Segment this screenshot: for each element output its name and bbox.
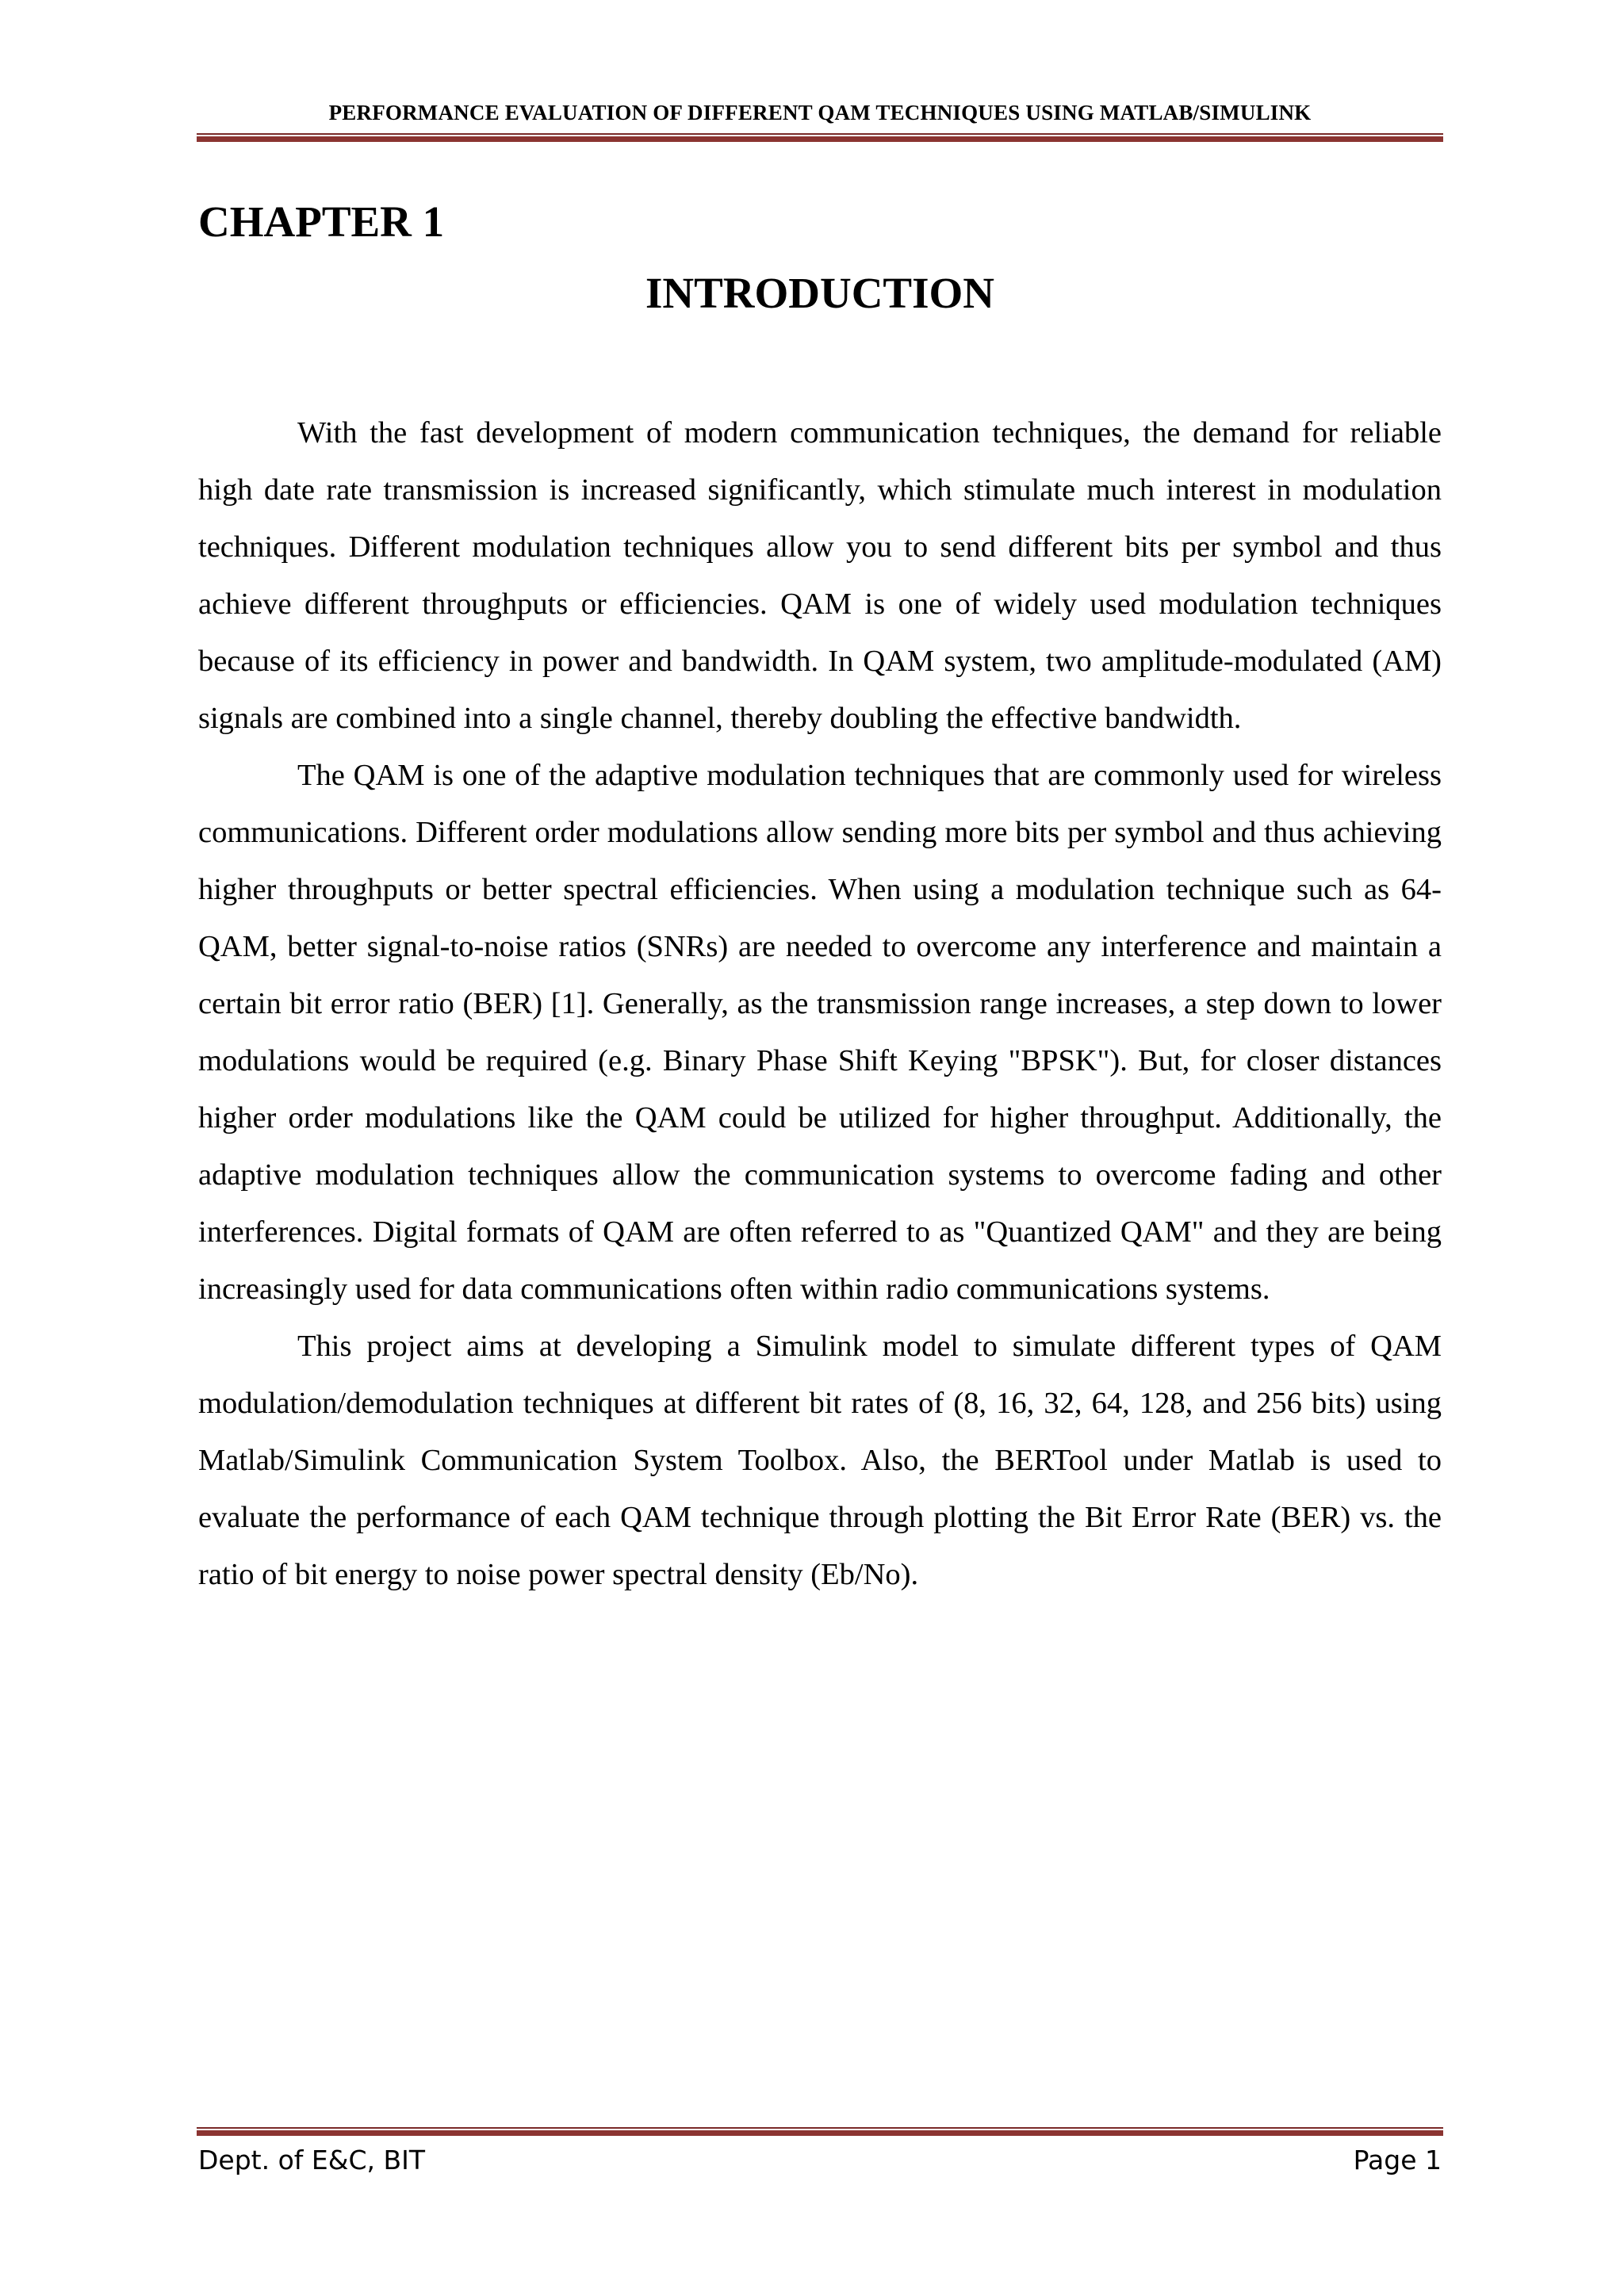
footer-page-number: Page 1 <box>1353 2145 1442 2175</box>
footer-rule <box>197 2127 1443 2136</box>
paragraph-3: This project aims at developing a Simulink model to simulate different types of QAM modulation/demodulation techniques at different bit rates of (8, 16, 32, 64, 128, and 256 bits) using Matlab/Simulink Communication System Toolbox. Also, the BERTool under Matlab is used to evaluate the performance of each QAM technique through plotting the Bit Error Rate (BER) vs. the ratio of bit energy to noise power spectral density (Eb/No). <box>198 1330 1442 1591</box>
header-rule <box>197 133 1443 142</box>
running-header: PERFORMANCE EVALUATION OF DIFFERENT QAM TECHNIQUES USING MATLAB/SIMULINK <box>328 101 1312 124</box>
paragraph-2: The QAM is one of the adaptive modulation techniques that are commonly used for wireless communications. Different order modulations allow sending more bits per symbol and thus achieving higher throughputs or better spectral efficiencies. When using a modulation technique such as 64-QAM, better signal-to-noise ratios (SNRs) are needed to overcome any interference and maintain a certain bit error ratio (BER) [1]. Generally, as the transmission range increases, a step down to lower modulations would be required (e.g. Binary Phase Shift Keying "BPSK"). But, for closer distances higher order modulations like the QAM could be utilized for higher throughput. Additionally, the adaptive modulation techniques allow the communication systems to overcome fading and other interferences. Digital formats of QAM are often referred to as "Quantized QAM" and they are being increasingly used for data communications often within radio communications systems. <box>198 759 1442 1306</box>
header-rule-thick <box>197 136 1443 142</box>
body-text <box>198 404 1442 1603</box>
footer-rule-thin <box>197 2127 1443 2129</box>
footer-department: Dept. of E&C, BIT <box>198 2145 426 2175</box>
footer-rule-thick <box>197 2130 1443 2136</box>
paragraph-1: With the fast development of modern communication techniques, the demand for reliable high date rate transmission is increased significantly, which stimulate much interest in modulation techniques. Different modulation techniques allow you to send different bits per symbol and thus achieve different throughputs or efficiencies. QAM is one of widely used modulation techniques because of its efficiency in power and bandwidth. In QAM system, two amplitude-modulated (AM) signals are combined into a single channel, thereby doubling the effective bandwidth. <box>198 416 1442 735</box>
chapter-title: INTRODUCTION <box>645 269 995 317</box>
chapter-number: CHAPTER 1 <box>198 197 445 246</box>
header-rule-thin <box>197 133 1443 135</box>
